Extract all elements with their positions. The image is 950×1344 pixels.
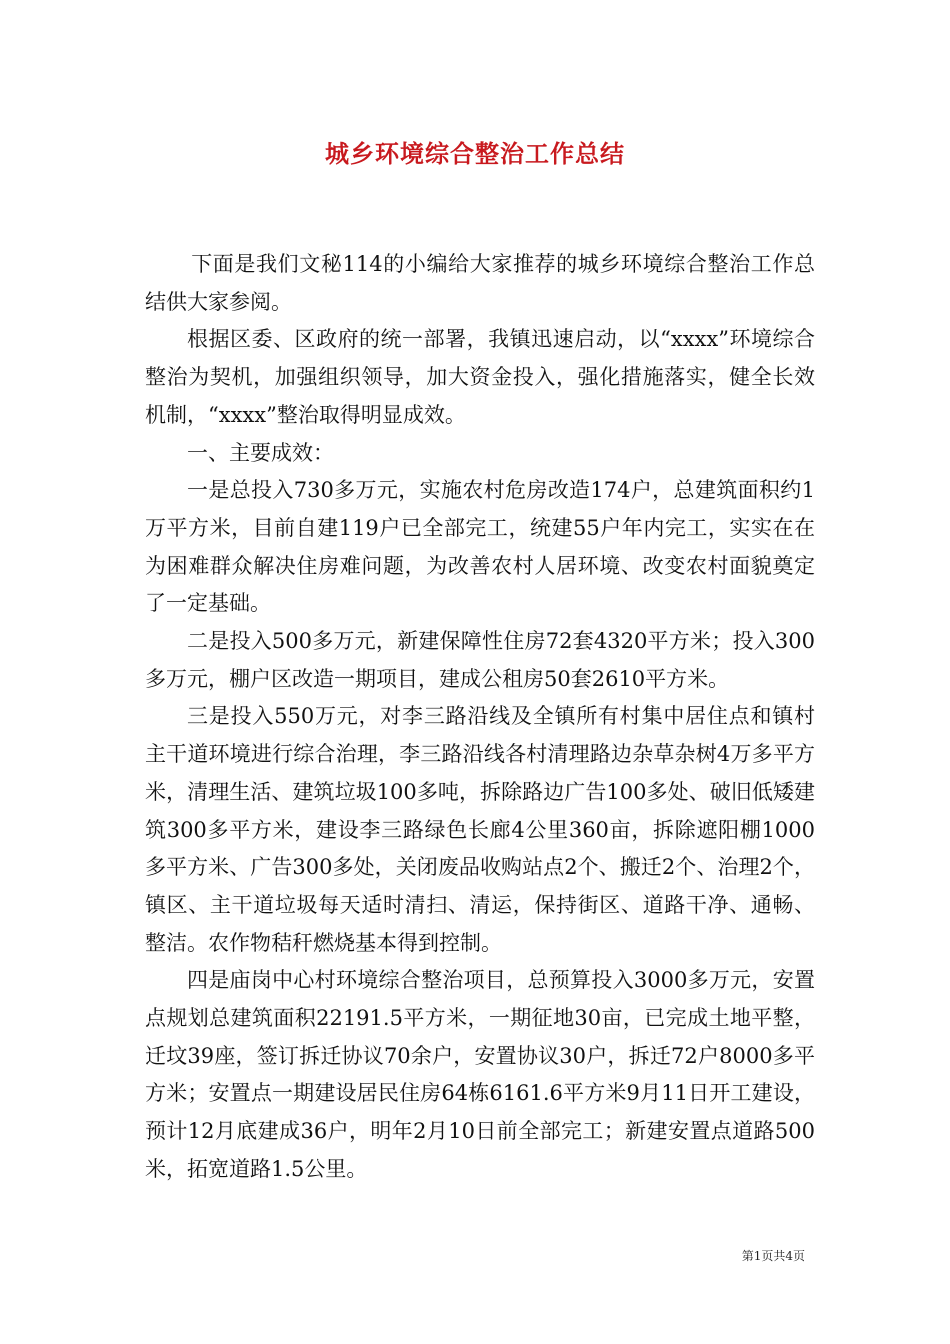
overview-paragraph: 根据区委、区政府的统一部署，我镇迅速启动，以“xxxx”环境综合整治为契机，加强组织领导，加大资金投入，强化措施落实，健全长效机制，“xxxx”整治取得明显成效。 [145,327,815,427]
document-body [145,246,815,1189]
page-indicator: 第1页共4页 [741,1249,805,1263]
achievement-paragraph-2: 二是投入500多万元，新建保障性住房72套4320平方米；投入300多万元，棚户区改造一期项目，建成公租房50套2610平方米。 [145,629,815,691]
achievement-paragraph-1: 一是总投入730多万元，实施农村危房改造174户，总建筑面积约1万平方米，目前自建119户已全部完工，统建55户年内完工，实实在在为困难群众解决住房难问题，为改善农村人居环境、改变农村面貌奠定了一定基础。 [145,478,815,616]
achievement-paragraph-4: 四是庙岗中心村环境综合整治项目，总预算投入3000多万元，安置点规划总建筑面积22191.5平方米，一期征地30亩，已完成土地平整，迁坟39座，签订拆迁协议70余户，安置协议30户，拆迁72户8000多平方米；安置点一期建设居民住房64栋6161.6平方米9月11日开工建设，预计12月底建成36户，明年2月10日前全部完工；新建安置点道路500米，拓宽道路1.5公里。 [145,968,815,1181]
section-heading: 一、主要成效： [187,440,334,465]
document-title: 城乡环境综合整治工作总结 [325,139,625,168]
intro-paragraph: 下面是我们文秘114的小编给大家推荐的城乡环境综合整治工作总结供大家参阅。 [145,252,815,314]
achievement-paragraph-3: 三是投入550万元，对李三路沿线及全镇所有村集中居住点和镇村主干道环境进行综合治理，李三路沿线各村清理路边杂草杂树4万多平方米，清理生活、建筑垃圾100多吨，拆除路边广告100多处、破旧低矮建筑300多平方米，建设李三路绿色长廊4公里360亩，拆除遮阳棚1000多平方米、广告300多处，关闭废品收购站点2个、搬迁2个、治理2个，镇区、主干道垃圾每天适时清扫、清运，保持街区、道路干净、通畅、整洁。农作物秸秆燃烧基本得到控制。 [145,704,815,955]
